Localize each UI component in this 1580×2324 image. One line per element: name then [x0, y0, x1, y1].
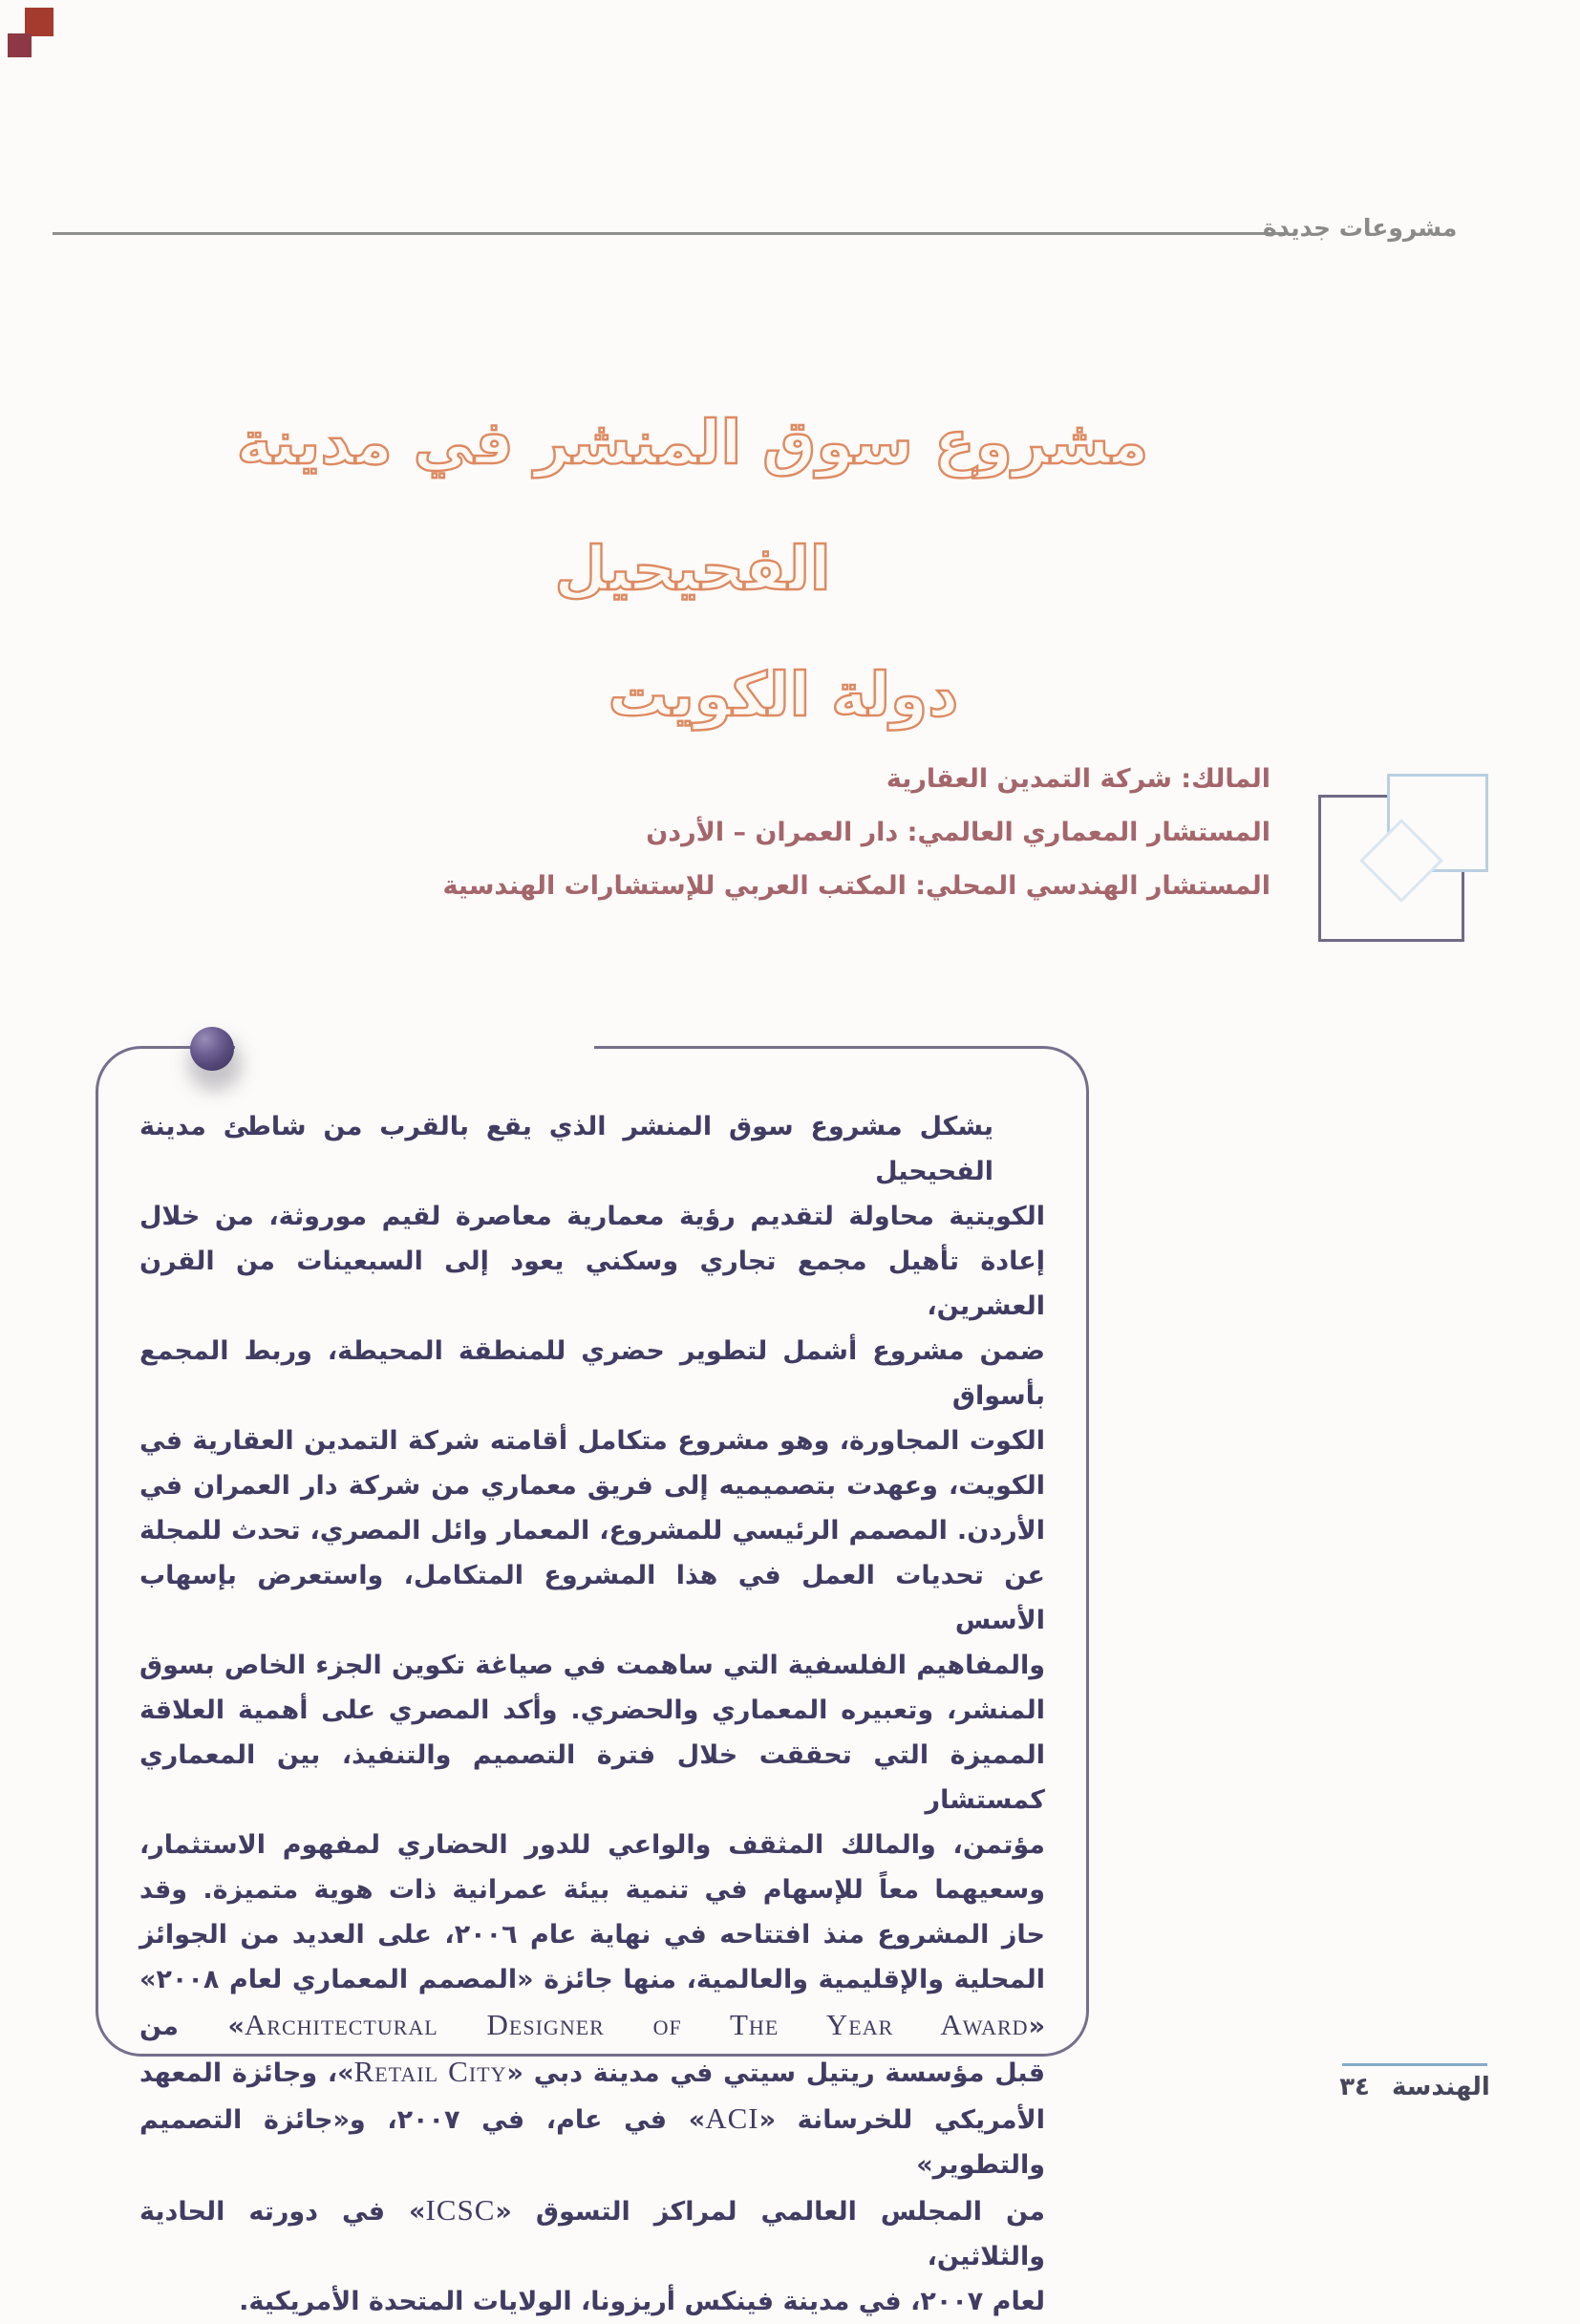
- page-footer: [1319, 2073, 1510, 2101]
- body-text-line: [139, 2002, 1045, 2049]
- arabic-text-run: قبل مؤسسة ريتيل سيتي في مدينة دبي «: [506, 2058, 1045, 2088]
- article-body: [96, 1046, 1089, 2324]
- footer-rule: [1342, 2063, 1487, 2066]
- arabic-text-run: والمفاهيم الفلسفية التي ساهمت في صياغة تكوين الجزء الخاص بسوق: [139, 1651, 1045, 1680]
- arabic-text-run: الكويتية محاولة لتقديم رؤية معمارية معاصرة لقيم موروثة، من خلال: [139, 1202, 1045, 1231]
- arabic-text-run: » في عام، في ٢٠٠٧، و«جائزة التصميم والتطوير»: [139, 2105, 1045, 2180]
- arabic-text-run: مؤتمن، والمالك المثقف والواعي للدور الحضاري لمفهوم الاستثمار،: [139, 1830, 1045, 1860]
- latin-award-name: ACI: [705, 2101, 759, 2135]
- corner-print-mark-upper: [25, 8, 53, 36]
- arabic-text-run: المحلية والإقليمية والعالمية، منها جائزة «المصمم المعماري لعام ٢٠٠٨»: [139, 1965, 1045, 1994]
- body-text-line: [139, 1733, 1045, 1823]
- arabic-text-run: لعام ٢٠٠٧، في مدينة فينكس أريزونا، الولايات المتحدة الأمريكية.: [239, 2287, 1045, 2316]
- body-text-line: [139, 2049, 1045, 2096]
- latin-award-name: Architectural Designer of The Year Award: [244, 2008, 1029, 2041]
- body-text-line: [139, 1643, 1045, 1688]
- article-title: [143, 380, 1242, 758]
- arabic-text-run: الأمريكي للخرسانة «: [758, 2105, 1045, 2135]
- article-title-line-1: مشروع سوق المنشر في مدينة الفحيحيل: [236, 408, 1149, 604]
- arabic-text-run: وسعيهما معاً للإسهام في تنمية بيئة عمرانية ذات هوية متميزة. وقد: [139, 1875, 1045, 1905]
- arabic-text-run: يشكل مشروع سوق المنشر الذي يقع بالقرب من شاطئ مدينة الفحيحيل: [139, 1112, 993, 1186]
- credit-international-consultant: المستشار المعماري العالمي: دار العمران – الأردن: [646, 818, 1270, 847]
- body-text-line: [139, 2279, 1045, 2324]
- body-text-line: [139, 2096, 1045, 2187]
- arabic-text-run: إعادة تأهيل مجمع تجاري وسكني يعود إلى السبعينات من القرن العشرين،: [139, 1247, 1045, 1321]
- body-text-line: [139, 1957, 1045, 2002]
- arabic-text-run: الأردن. المصمم الرئيسي للمشروع، المعمار وائل المصري، تحدث للمجلة: [139, 1516, 1045, 1546]
- arabic-text-run: الكويت، وعهدت بتصميميه إلى فريق معماري من شركة دار العمران في: [139, 1471, 1045, 1501]
- body-text-line: [139, 1104, 1045, 1194]
- body-text-line: [139, 2187, 1045, 2279]
- arabic-text-run: المميزة التي تحققت خلال فترة التصميم والتنفيذ، بين المعماري كمستشار: [139, 1740, 1045, 1815]
- credit-local-consultant: المستشار الهندسي المحلي: المكتب العربي للإستشارات الهندسية: [442, 871, 1270, 901]
- arabic-text-run: المنشر، وتعبيره المعماري والحضري. وأكد المصري على أهمية العلاقة: [139, 1695, 1045, 1725]
- arabic-text-run: «: [1028, 2012, 1046, 2041]
- page-number: ٣٤: [1339, 2073, 1370, 2101]
- body-text-line: [139, 1688, 1045, 1733]
- arabic-text-run: » في دورته الحادية والثلاثين،: [139, 2197, 1045, 2271]
- body-text-line: [139, 1418, 1045, 1463]
- section-header-label: مشروعات جديدة: [1263, 214, 1458, 242]
- credit-owner: المالك: شركة التمدين العقارية: [886, 764, 1270, 794]
- latin-award-name: ICSC: [425, 2193, 496, 2227]
- section-header-rule: [53, 232, 1287, 235]
- project-credits: [392, 753, 1270, 913]
- body-text-line: [139, 1553, 1045, 1643]
- body-text-line: [139, 1823, 1045, 1867]
- body-text-line: [139, 1194, 1045, 1239]
- arabic-text-run: » من: [139, 2012, 245, 2041]
- body-text-line: [139, 1867, 1045, 1912]
- arabic-text-run: عن تحديات العمل في هذا المشروع المتكامل، واستعرض بإسهاب الأسس: [139, 1561, 1045, 1635]
- publication-name: الهندسة: [1392, 2073, 1490, 2101]
- body-text-line: [139, 1912, 1045, 1957]
- article-title-line-2: دولة الكويت: [608, 660, 959, 730]
- arabic-text-run: الكوت المجاورة، وهو مشروع متكامل أقامته شركة التمدين العقارية في: [139, 1426, 1045, 1456]
- body-text-line: [139, 1239, 1045, 1329]
- arabic-text-run: ضمن مشروع أشمل لتطوير حضري للمنطقة المحيطة، وربط المجمع بأسواق: [139, 1336, 1045, 1411]
- latin-award-name: Retail City: [353, 2055, 507, 2088]
- body-text-line: [139, 1329, 1045, 1418]
- body-text-line: [139, 1508, 1045, 1553]
- arabic-text-run: من المجلس العالمي لمراكز التسوق «: [495, 2197, 1045, 2227]
- arabic-text-run: حاز المشروع منذ افتتاحه في نهاية عام ٢٠٠٦، على العديد من الجوائز: [139, 1920, 1045, 1950]
- body-text-line: [139, 1463, 1045, 1508]
- corner-print-mark-lower: [8, 33, 32, 57]
- arabic-text-run: »، وجائزة المعهد: [139, 2058, 354, 2088]
